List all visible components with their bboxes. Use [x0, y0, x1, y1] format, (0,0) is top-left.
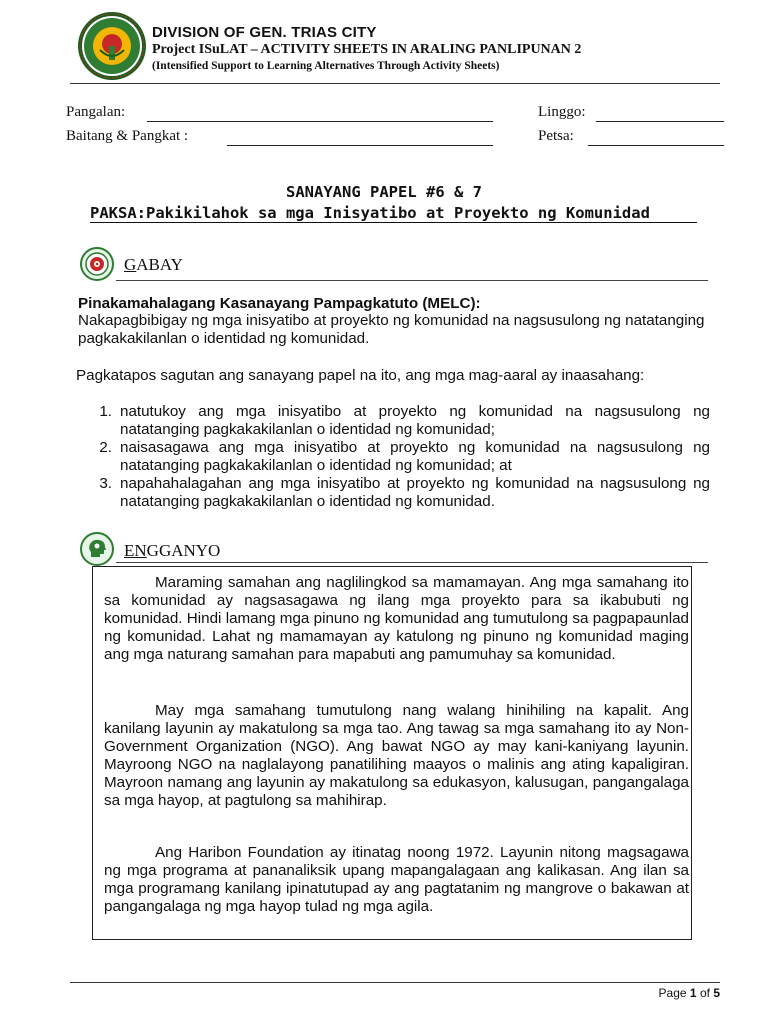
objective-number: 2. — [99, 439, 112, 456]
project-subtitle: (Intensified Support to Learning Alternatives Through Activity Sheets) — [152, 60, 500, 72]
topic-underline — [90, 222, 697, 223]
thinking-head-icon — [80, 532, 114, 566]
objective-text: naisasagawa ang mga inisyatibo at proyekto ng komunidad na nagsusulong ng natatanging pagkakakilanlan o identidad ng komunidad; at — [120, 439, 710, 474]
objectives-intro: Pagkatapos sagutan ang sanayang papel na ito, ang mga mag-aaral ay inaasahang: — [76, 367, 645, 384]
topic-title: PAKSA:Pakikilahok sa mga Inisyatibo at Proyekto ng Komunidad — [90, 204, 650, 222]
petsa-label: Petsa: — [538, 128, 574, 144]
melc-label: Pinakamahalagang Kasanayang Pampagkatuto (MELC): — [78, 295, 481, 312]
linggo-field[interactable] — [596, 121, 724, 122]
worksheet-title: SANAYANG PAPEL #6 & 7 — [286, 183, 482, 201]
objective-number: 3. — [99, 475, 112, 492]
pangalan-label: Pangalan: — [66, 104, 126, 120]
objective-text: natutukoy ang mga inisyatibo at proyekto ng komunidad na nagsusulong ng natatanging pagkakakilanlan o identidad ng komunidad; — [120, 403, 710, 438]
gabay-heading-rest: ABAY — [136, 255, 183, 274]
petsa-field[interactable] — [588, 145, 724, 146]
melc-text: Nakapagbibigay ng mga inisyatibo at proyekto ng komunidad na nagsusulong ng natatanging pagkakakilanlan o identidad ng komunidad. — [78, 312, 705, 347]
engganyo-divider — [116, 562, 708, 563]
passage-paragraph: May mga samahang tumutulong nang walang hinihiling na kapalit. Ang kanilang layunin ay makatulong sa mga tao. Ang tawag sa mga samahang ito ay Non-Government Organization (NGO). Ang bawat NGO ay may kani-kaniyang layunin. Mayroong NGO na naglalayong panatilihing maayos o malinis ang ating kapaligiran. Mayroon namang ang layunin ay makatulong sa edukasyon, kalusugan, pangangalaga sa mga hayop, at pagtulong sa mahihirap. — [104, 702, 689, 809]
gabay-heading — [124, 255, 183, 275]
passage-paragraph: Maraming samahan ang naglilingkod sa mamamayan. Ang mga samahang ito sa komunidad ay nagsasagawa ng ilang mga proyekto para sa ikabubuti ng komunidad. Hindi lamang mga pinuno ng komunidad ang tumutulong sa pagpapaunlad ng komunidad. Lahat ng mamamayan ay katulong ng pinuno ng komunidad maging ang mga naturang samahan para mapabuti ang pamumuhay sa komunidad. — [104, 574, 689, 663]
gabay-heading-initial: G — [124, 255, 137, 274]
target-icon — [80, 247, 114, 281]
pangalan-field[interactable] — [147, 121, 493, 122]
objective-text: napahahalagahan ang mga inisyatibo at proyekto ng komunidad na nagsusulong ng natatanging pagkakakilanlan o identidad ng komunidad. — [120, 475, 710, 510]
objective-number: 1. — [99, 403, 112, 420]
baitang-field[interactable] — [227, 145, 493, 146]
passage-paragraph: Ang Haribon Foundation ay itinatag noong 1972. Layunin nitong magsagawa ng mga programa at pananaliksik upang mapangalagaan ang kalikasan. Ang ilan sa mga programang kanilang ipinatutupad ay ang pagtatanim ng mangrove o bakawan at pangangalaga ng mga hayop tulad ng mga agila. — [104, 844, 689, 915]
page-total: 5 — [713, 986, 720, 1000]
linggo-label: Linggo: — [538, 104, 586, 120]
engganyo-heading-rest: GGANYO — [146, 541, 221, 560]
page-number — [659, 986, 720, 1000]
engganyo-heading — [124, 541, 220, 561]
division-seal-logo — [76, 10, 148, 82]
page-of: of — [699, 986, 710, 1000]
division-name: DIVISION OF GEN. TRIAS CITY — [152, 24, 377, 41]
gabay-divider — [116, 280, 708, 281]
page-word: Page — [658, 986, 687, 1000]
header-divider — [70, 83, 720, 84]
page-current: 1 — [689, 986, 697, 1000]
footer-divider — [70, 982, 720, 983]
engganyo-heading-initial: EN — [124, 541, 147, 560]
baitang-label: Baitang & Pangkat : — [66, 128, 189, 144]
project-title: Project ISuLAT – ACTIVITY SHEETS IN ARALING PANLIPUNAN 2 — [152, 42, 582, 57]
